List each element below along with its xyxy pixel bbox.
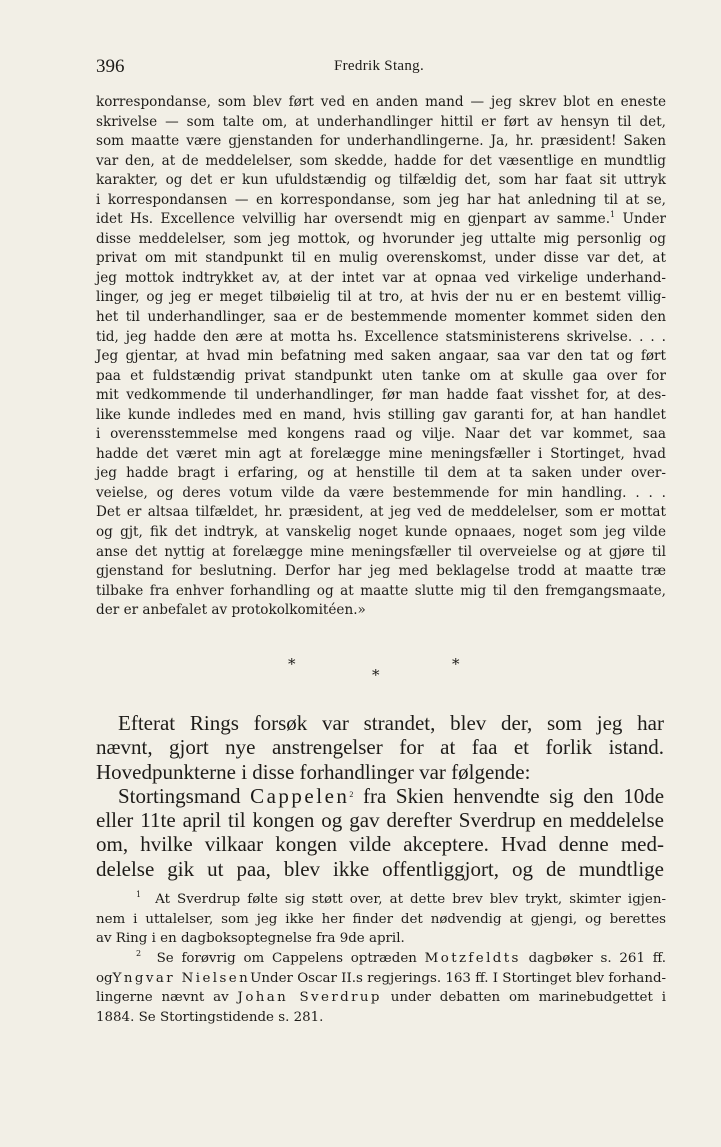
quote-line: linger, og jeg er meget tilbøielig til at tro, at hvis der nu er en bestemt villig-	[96, 289, 666, 306]
page-number: 396	[96, 56, 125, 77]
quote-line-text: idet Hs. Excellence velvillig har oversendt mig en gjenpart av samme.	[96, 211, 611, 228]
footnote-2-line	[96, 949, 666, 969]
running-head: Fredrik Stang.	[334, 58, 425, 74]
quote-line: var den, at de meddelelser, som skedde, hadde for det væsentlige en mundtlig	[96, 152, 666, 169]
footnote-1-line: nem i uttalelser, som jeg ikke her finder det nødvendig at gjengi, og berettes	[96, 911, 666, 927]
quote-line: tid, jeg hadde den ære at motta hs. Excellence statsministerens skrivelse. . . .	[96, 328, 666, 345]
section-asterisk-left: *	[288, 655, 296, 673]
footnote-text: Under Oscar II.s regjerings. 163 ff. I Stortinget blev forhand-	[250, 970, 667, 986]
footnote-2-line	[96, 969, 666, 989]
quote-line: i korrespondansen — en korrespondanse, som jeg har hat anledning til at se,	[96, 191, 666, 208]
body-text-fragment: fra Skien henvendte sig den 10de	[363, 783, 665, 808]
quote-line: karakter, og det er kun ufuldstændig og tilfældig det, som har faat sit uttryk	[96, 172, 666, 189]
footnotes	[96, 890, 666, 1028]
body-line: Hovedpunkterne i disse forhandlinger var følgende:	[96, 759, 531, 784]
quote-line: veielse, og deres votum vilde da være bestemmende for min handling. . . .	[96, 484, 666, 501]
quote-line: disse meddelelser, som jeg mottok, og hvorunder jeg uttalte mig personlig og	[96, 230, 666, 247]
quote-line: og gjt, fik det indtryk, at vanskelig noget kunde opnaaes, noget som jeg vilde	[96, 524, 666, 541]
footnote-text: under debatten om marinebudgettet i	[390, 990, 666, 1006]
quote-line: korrespondanse, som blev ført ved en anden mand — jeg skrev blot en eneste	[96, 94, 666, 110]
quote-line: Jeg gjentar, at hvad min befatning med saken angaar, saa var den tat og ført	[96, 348, 666, 365]
body-line: Efterat Rings forsøk var strandet, blev der, som jeg har	[118, 711, 664, 735]
person-name-cappelen: Cappelen	[250, 783, 350, 808]
footnote-text: Se forøvrig om Cappelens optræden	[156, 951, 417, 967]
footnote-ref-1: 1	[610, 210, 616, 220]
quote-line-with-footnote	[96, 210, 666, 230]
quote-line: het til underhandlinger, saa er de bestemmende momenter kommet siden den	[96, 309, 666, 326]
quote-line: jeg hadde bragt i erfaring, og at henstille til dem at ta saken under over-	[96, 465, 666, 482]
quote-line: jeg mottok indtrykket av, at der intet var at opnaa ved virkelige underhand-	[96, 269, 666, 286]
footnote-1-line: av Ring i en dagboksoptegnelse fra 9de april.	[96, 931, 405, 947]
quote-line: privat om mit standpunkt til en mulig overenskomst, under disse var det, at	[96, 250, 666, 267]
section-asterisk-center: *	[372, 666, 380, 684]
quote-line: gjenstand for beslutning. Derfor har jeg med beklagelse trodd at maatte træ	[96, 563, 666, 580]
footnote-marker-2: 2	[136, 949, 142, 959]
body-line: om, hvilke vilkaar kongen vilde akceptere. Hvad denne med-	[96, 832, 664, 857]
quote-line: paa et fuldstændig privat standpunkt uten tanke om at skulle gaa over for	[96, 367, 666, 384]
body-text-fragment: Stortingsmand	[118, 783, 241, 808]
footnote-text: og	[96, 970, 113, 986]
quoted-speech	[96, 93, 666, 621]
person-name-motzfeldt: Motzfeldts	[424, 951, 521, 967]
section-asterisk-right: *	[452, 655, 460, 673]
quote-line: anse det nyttig at forelægge mine meningsfæller til overveielse og at gjøre til	[96, 543, 666, 560]
quote-line: som maatte være gjenstanden for underhandlingerne. Ja, hr. præsident! Saken	[96, 133, 666, 150]
quote-line: der er anbefalet av protokolkomitéen.»	[96, 602, 366, 619]
quote-line: i overensstemmelse med kongens raad og vilje. Naar det var kommet, saa	[96, 426, 666, 443]
footnote-1-line	[96, 890, 666, 910]
body-line	[96, 784, 664, 808]
footnote-text: At Sverdrup følte sig støtt over, at dette brev blev trykt, skimter igjen-	[155, 892, 666, 907]
footnote-marker-1: 1	[136, 890, 142, 899]
footnote-2-line	[96, 988, 666, 1008]
person-name-sverdrup: Johan Sverdrup	[237, 990, 382, 1006]
footnote-ref-2: 2	[349, 789, 354, 799]
body-text	[96, 711, 664, 881]
quote-line: like kunde indledes med en mand, hvis stilling gav garanti for, at han handlet	[96, 406, 666, 423]
body-line: eller 11te april til kongen og gav derefter Sverdrup en meddelelse	[96, 808, 664, 833]
footnote-text: lingerne nævnt av	[96, 990, 229, 1006]
page-header	[96, 56, 666, 80]
body-line: nævnt, gjort nye anstrengelser for at faa et forlik istand.	[96, 735, 664, 760]
quote-line: hadde det været min agt at forelægge mine meningsfæller i Stortinget, hvad	[96, 445, 666, 462]
person-name-nielsen: Yngvar Nielsen	[112, 970, 251, 986]
footnote-2-line: 1884. Se Stortingstidende s. 281.	[96, 1010, 324, 1026]
quote-line: mit vedkommende til underhandlinger, før man hadde faat visshet for, at des-	[96, 387, 666, 404]
footnote-text: dagbøker s. 261 ff.	[528, 951, 666, 967]
body-line: delelse gik ut paa, blev ikke offentliggjort, og de mundtlige	[96, 856, 664, 881]
quote-line: skrivelse — som talte om, at underhandlinger hittil er ført av hensyn til det,	[96, 113, 666, 130]
quote-line-tail: Under	[622, 211, 666, 228]
quote-line: tilbake fra enhver forhandling og at maatte slutte mig til den fremgangsmaate,	[96, 582, 666, 599]
quote-line: Det er altsaa tilfældet, hr. præsident, at jeg ved de meddelelser, som er mottat	[96, 504, 666, 521]
